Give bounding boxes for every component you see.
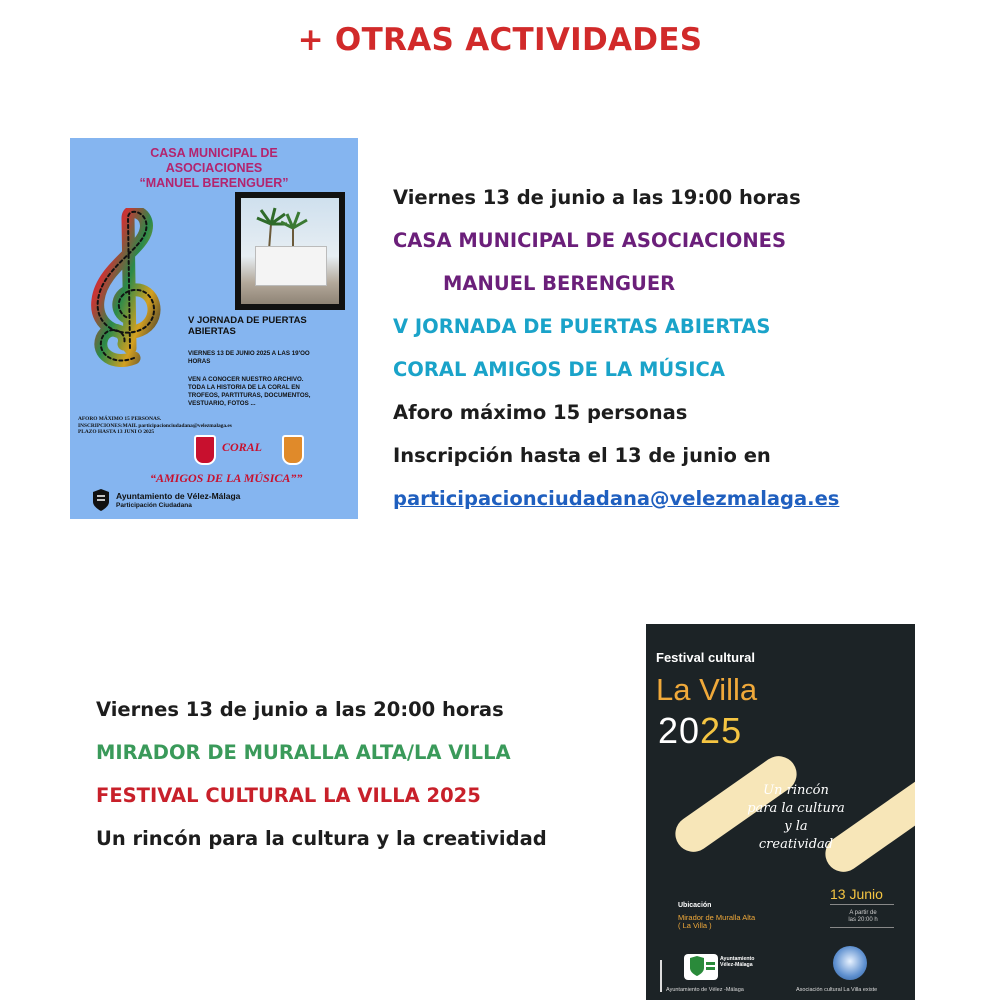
poster-title-line: ASOCIACIONES (165, 161, 263, 175)
treble-clef-icon (84, 208, 172, 368)
ayuntamiento-logo-icon (684, 954, 718, 980)
event1-venue-name: MANUEL BERENGUER (443, 272, 676, 295)
poster-location-line: Mirador de Muralla Alta (678, 913, 756, 922)
poster-jornada-puertas-abiertas (70, 138, 358, 519)
poster-year-part: 25 (700, 710, 743, 751)
poster-body-line: TODA LA HISTORIA DE LA CORAL EN (188, 384, 300, 391)
poster-script-line: y la (784, 819, 808, 834)
event2-datetime: Viernes 13 de junio a las 20:00 horas (96, 698, 504, 721)
poster-festival-la-villa (646, 624, 915, 1000)
divider (660, 960, 662, 992)
event1-registration: Inscripción hasta el 13 de junio en (393, 444, 771, 467)
poster-subtitle-line: V JORNADA DE PUERTAS (188, 315, 307, 326)
poster-time-line: A partir de (849, 910, 877, 916)
event1-datetime: Viernes 13 de junio a las 19:00 horas (393, 186, 801, 209)
poster-date-line: VIERNES 13 DE JUNIO 2025 A LAS 19'OO (188, 350, 310, 357)
palm-trees-icon (249, 206, 309, 250)
poster-date: 13 Junio (830, 886, 883, 902)
poster-date (188, 350, 310, 366)
event2-venue: MIRADOR DE MURALLA ALTA/LA VILLA (96, 741, 511, 764)
poster-body-line: TROFEOS, PARTITURAS, DOCUMENTOS, (188, 392, 311, 399)
poster-subtitle (188, 315, 348, 337)
poster-ayuntamiento: Ayuntamiento de Vélez-Málaga (116, 491, 241, 501)
poster-title-line: CASA MUNICIPAL DE (150, 146, 278, 160)
poster-ayuntamiento (720, 956, 754, 968)
building-photo (235, 192, 345, 310)
event1-group: CORAL AMIGOS DE LA MÚSICA (393, 358, 725, 381)
poster-participacion: Participación Ciudadana (116, 502, 192, 509)
poster-date-line: HORAS (188, 358, 211, 365)
ayuntamiento-logo-icon (90, 488, 112, 512)
registration-email-link[interactable]: participacionciudadana@velezmalaga.es (393, 487, 840, 510)
poster-festival-label: Festival cultural (656, 650, 755, 665)
poster-time (836, 910, 890, 924)
poster-coral: CORAL (222, 440, 263, 454)
coat-of-arms-icon (282, 435, 304, 465)
poster-title-line: “MANUEL BERENGUER” (139, 176, 289, 190)
poster-location-line: ( La Villa ) (678, 921, 712, 930)
event1-activity: V JORNADA DE PUERTAS ABIERTAS (393, 315, 771, 338)
poster-script-tagline (746, 782, 846, 854)
poster-script-line: creatividad (758, 837, 834, 852)
poster-small-line: INSCRIPCIONES:MAIL participacionciudadana@velezmalaga.es (78, 422, 232, 429)
poster-script-line: Un rincón (763, 783, 829, 798)
event2-tagline: Un rincón para la cultura y la creatividad (96, 827, 547, 850)
poster-year (658, 710, 742, 752)
event1-venue: CASA MUNICIPAL DE ASOCIACIONES (393, 229, 787, 252)
poster-small-print (78, 416, 232, 436)
asociacion-logo-icon (833, 946, 867, 980)
poster-script-line: para la cultura (747, 801, 845, 816)
poster-ayto-line: Vélez-Málaga (720, 962, 753, 968)
poster-time-line: las 20:00 h (848, 917, 878, 923)
poster-small-line: PLAZO HASTA 13 JUNI O 2025 (78, 429, 155, 435)
divider (830, 927, 894, 928)
event1-capacity: Aforo máximo 15 personas (393, 401, 688, 424)
poster-caption-left: Ayuntamiento de Vélez -Málaga (666, 987, 744, 993)
poster-body-line: VEN A CONOCER NUESTRO ARCHIVO. (188, 376, 304, 383)
poster-year-part: 20 (658, 710, 701, 751)
coral-shield-icon (194, 435, 216, 465)
poster-location (678, 914, 755, 930)
divider (830, 904, 894, 905)
event2-activity: FESTIVAL CULTURAL LA VILLA 2025 (96, 784, 481, 807)
poster-amigos: “AMIGOS DE LA MÚSICA”” (150, 471, 303, 485)
poster-ayto-line: Ayuntamiento (720, 956, 755, 962)
poster-ubicacion-label: Ubicación (678, 902, 712, 909)
page-title: + OTRAS ACTIVIDADES (297, 22, 703, 58)
poster-subtitle-line: ABIERTAS (188, 326, 236, 337)
poster-body-line: VESTUARIO, FOTOS ... (188, 400, 256, 407)
poster-festival-name: La Villa (656, 672, 758, 707)
poster-small-line: AFORO MÁXIMO 15 PERSONAS. (78, 416, 162, 422)
poster-caption-right: Asociación cultural La Villa existe (796, 987, 878, 993)
poster-title (70, 146, 358, 191)
poster-body (188, 376, 311, 408)
